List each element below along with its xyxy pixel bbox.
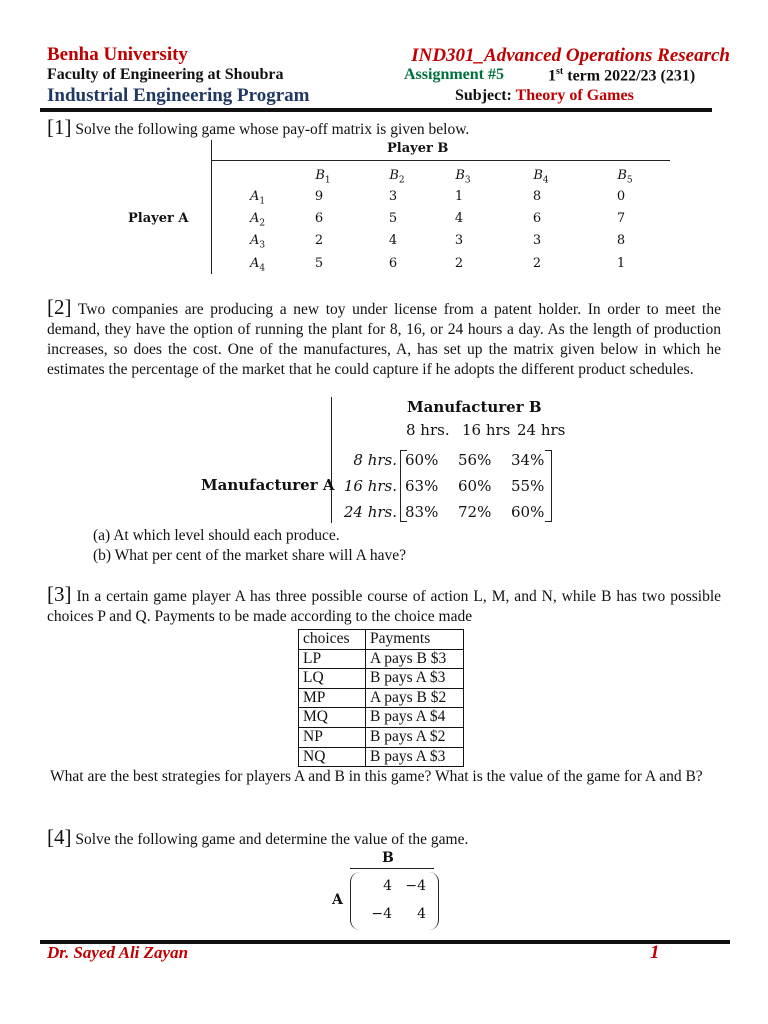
q3-cell: B pays A $3 — [366, 669, 464, 689]
q1-cell: 8 — [532, 189, 542, 204]
q3-payments-table — [298, 629, 464, 767]
q2-cell: 72% — [458, 503, 492, 521]
q1-row-header: $A_4$ — [250, 256, 266, 274]
q2-matrix — [195, 397, 575, 523]
q1-cell: 2 — [454, 256, 464, 271]
q3-header-cell: choices — [299, 630, 366, 650]
q1-col-header: $B_4$ — [533, 168, 549, 186]
subject-label: Subject: — [455, 87, 512, 104]
q4-cell: 4 — [417, 906, 426, 922]
q1-col-sub: 5 — [626, 175, 633, 186]
q1-cell: 6 — [314, 211, 324, 226]
q1-horizontal-rule — [211, 160, 670, 161]
q1-row-header: $A_3$ — [250, 233, 266, 251]
q4-cell: 4 — [383, 878, 392, 894]
q2-row-header: 8 hrs. — [353, 451, 397, 469]
q1-row-sub: 2 — [259, 218, 266, 229]
q1-row-sub: 4 — [259, 263, 266, 274]
q1-cell: 3 — [454, 233, 464, 248]
q2-cell: 56% — [458, 451, 492, 469]
q1-cell: 6 — [532, 211, 542, 226]
assignment-number: Assignment #5 — [404, 66, 505, 83]
question-3 — [47, 584, 721, 627]
q1-col-header: $B_1$ — [315, 168, 331, 186]
q3-cell: A pays B $2 — [366, 688, 464, 708]
q1-cell: 8 — [616, 233, 626, 248]
q1-cell: 5 — [314, 256, 324, 271]
q1-cell: 1 — [454, 189, 464, 204]
q3-row — [299, 669, 464, 689]
q2-cell: 60% — [405, 451, 439, 469]
q1-col-sub: 1 — [324, 175, 331, 186]
subject-value: Theory of Games — [515, 87, 634, 104]
q1-cell: 3 — [532, 233, 542, 248]
question-3-number: [3] — [47, 582, 72, 606]
header-rule — [40, 108, 712, 112]
q1-cell: 6 — [388, 256, 398, 271]
course-title: IND301_Advanced Operations Research — [411, 45, 730, 66]
q4-rule — [350, 868, 434, 869]
question-1-number: [1] — [47, 115, 72, 139]
q1-payoff-table — [110, 140, 670, 275]
q3-row — [299, 747, 464, 767]
player-a-label: Player A — [128, 211, 189, 226]
manufacturer-b-label: Manufacturer B — [407, 398, 542, 416]
q3-row — [299, 708, 464, 728]
program-name: Industrial Engineering Program — [47, 85, 310, 106]
q3-row — [299, 649, 464, 669]
q1-cell: 5 — [388, 211, 398, 226]
q4-cell: −4 — [371, 906, 392, 922]
q4-col-player: B — [382, 850, 394, 866]
question-2-number: [2] — [47, 295, 72, 319]
q4-row-player: A — [332, 892, 343, 908]
q2-cell: 55% — [511, 477, 545, 495]
question-4-text: Solve the following game and determine the value of the game. — [75, 831, 469, 848]
q2-cell: 83% — [405, 503, 439, 521]
term-sup: st — [556, 66, 564, 77]
q3-cell: B pays A $4 — [366, 708, 464, 728]
q3-cell: NP — [299, 727, 366, 747]
q3-header-cell: Payments — [366, 630, 464, 650]
subject-line — [455, 87, 634, 105]
q1-row-sub: 3 — [259, 240, 266, 251]
q2-row-header: 16 hrs. — [343, 477, 397, 495]
q1-cell: 9 — [314, 189, 324, 204]
faculty-name: Faculty of Engineering at Shoubra — [47, 66, 284, 83]
q3-cell: MP — [299, 688, 366, 708]
matrix-right-bracket — [545, 450, 552, 522]
q4-cell: −4 — [405, 878, 426, 894]
q2-cell: 63% — [405, 477, 439, 495]
q3-question: What are the best strategies for players A and B in this game? What is the value of the game for A and B? — [50, 768, 703, 785]
question-2-text: Two companies are producing a new toy under license from a patent holder. In order to meet the demand, they have the option of running the plant for 8, 16, or 24 hours a day. As the length of production increases, so does the cost. One of the manufactures, A, has set up the matrix given below in which he estimates the percentage of the market that he could capture if he adopts the different product schedules. — [47, 301, 721, 378]
q3-cell: LP — [299, 649, 366, 669]
q1-cell: 7 — [616, 211, 626, 226]
q1-cell: 2 — [532, 256, 542, 271]
q3-cell: LQ — [299, 669, 366, 689]
q1-cell: 2 — [314, 233, 324, 248]
q3-cell: B pays A $2 — [366, 727, 464, 747]
university-name: Benha University — [47, 44, 188, 65]
q3-cell: MQ — [299, 708, 366, 728]
term-prefix: 1 — [548, 67, 556, 85]
term-info — [548, 66, 695, 85]
q1-col-header: $B_5$ — [617, 168, 633, 186]
q1-col-sub: 4 — [542, 175, 549, 186]
q2-vertical-rule — [331, 397, 332, 523]
q1-cell: 4 — [454, 211, 464, 226]
q1-cell: 0 — [616, 189, 626, 204]
question-2 — [47, 297, 721, 380]
q1-cell: 4 — [388, 233, 398, 248]
q4-right-paren — [424, 872, 439, 930]
q3-cell: B pays A $3 — [366, 747, 464, 767]
q1-row-header: $A_1$ — [250, 189, 266, 207]
q1-col-header: $B_2$ — [389, 168, 405, 186]
page-number: 1 — [650, 942, 660, 963]
q2-part-b: (b) What per cent of the market share will A have? — [93, 547, 407, 564]
manufacturer-a-label: Manufacturer A — [201, 476, 335, 494]
q1-cell: 3 — [388, 189, 398, 204]
q1-row-header: $A_2$ — [250, 211, 266, 229]
q1-col-sub: 3 — [464, 175, 471, 186]
player-b-label: Player B — [387, 141, 449, 156]
q2-cell: 60% — [458, 477, 492, 495]
q4-matrix — [330, 850, 450, 935]
question-3-text: In a certain game player A has three possible course of action L, M, and N, while B has two possible choices P and Q. Payments to be made according to the choice made — [47, 588, 722, 625]
question-1 — [47, 117, 727, 140]
q2-col-header: 16 hrs — [462, 421, 511, 439]
q2-row-header: 24 hrs. — [343, 503, 397, 521]
question-1-text: Solve the following game whose pay-off matrix is given below. — [75, 121, 470, 138]
question-4-number: [4] — [47, 825, 72, 849]
q3-row — [299, 727, 464, 747]
q1-row-sub: 1 — [259, 196, 266, 207]
q2-col-header: 24 hrs — [517, 421, 566, 439]
q3-row — [299, 688, 464, 708]
q2-col-header: 8 hrs. — [406, 421, 450, 439]
q2-cell: 34% — [511, 451, 545, 469]
q1-col-header: $B_3$ — [455, 168, 471, 186]
q3-cell: NQ — [299, 747, 366, 767]
q3-header-row — [299, 630, 464, 650]
q1-col-sub: 2 — [398, 175, 405, 186]
author-name: Dr. Sayed Ali Zayan — [47, 943, 189, 962]
q4-left-paren — [350, 872, 365, 930]
q1-cell: 1 — [616, 256, 626, 271]
q2-cell: 60% — [511, 503, 545, 521]
q3-cell: A pays B $3 — [366, 649, 464, 669]
term-rest: term 2022/23 (231) — [563, 67, 696, 85]
q2-part-a: (a) At which level should each produce. — [93, 527, 340, 544]
question-4 — [47, 827, 721, 850]
